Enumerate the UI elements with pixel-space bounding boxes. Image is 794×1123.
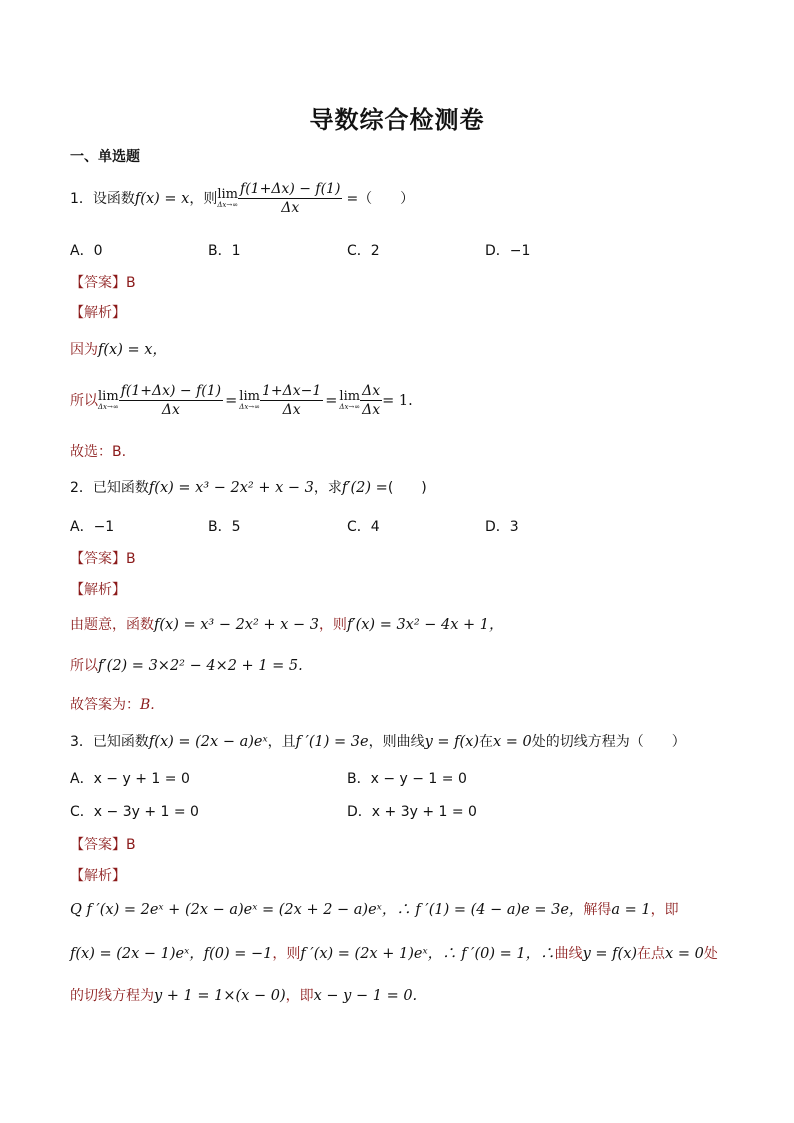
q2-answer: 【答案】B	[70, 551, 136, 567]
q2-sol2-prefix: 所以	[70, 658, 98, 674]
q1-limit	[217, 186, 239, 209]
page-title: 导数综合检测卷	[309, 105, 485, 134]
q1-solution-line-2: 所以 lim Δx→∞ $\frac{f(1+\Delta x) - f(1)}{\Delta x}$ = lim Δx→∞ $\frac{1+\Delta x-1}{\Delta x}$ = lim Δx→∞ $\frac{\Delta x}{\Delta x}$ = 1.	[70, 383, 413, 418]
q1-sol2-num-3: Δx	[362, 383, 381, 399]
q1-option-b: B．1	[208, 243, 241, 259]
q2-option-c: C．4	[347, 519, 380, 535]
q3-sol3-math: y + 1 = 1×(x − 0)	[154, 988, 286, 1004]
q1-sol1-math: f(x) = x，	[98, 342, 167, 358]
q1-conclusion: 故选：B.	[70, 444, 127, 460]
q1-sol2-den-1: Δx	[161, 402, 180, 418]
q3-point: x = 0	[493, 734, 532, 750]
section-heading: 一、单选题	[70, 149, 140, 165]
q1-then: ，则	[189, 190, 218, 207]
q1-sol2-frac-3	[360, 382, 382, 419]
q2-sol2-math: f′(2) = 3×2² − 4×2 + 1 = 5.	[98, 658, 303, 674]
q2-sol1-mid: ，则	[318, 617, 347, 633]
q2-conclusion	[70, 695, 155, 715]
q3-sol2-e: 在点	[637, 946, 666, 962]
q3-mid3: 在	[479, 734, 494, 750]
q3-sol2-d: y = f(x)	[582, 946, 638, 962]
q1-sol2-tail: = 1.	[382, 392, 413, 409]
q1-sol2-prefix: 所以	[70, 392, 98, 409]
q3-solution-line-2	[70, 944, 718, 964]
q2-function: f(x) = x³ − 2x² + x − 3	[148, 480, 314, 496]
question-3	[70, 732, 686, 752]
q1-sol1-prefix: 因为	[70, 342, 98, 358]
q2-option-d: D．3	[485, 519, 519, 535]
q1-sol2-den-3: Δx	[362, 402, 381, 418]
question-1	[70, 180, 414, 217]
q2-tail: ( )	[387, 480, 427, 496]
q1-answer: 【答案】B	[70, 275, 136, 291]
q1-sol2-den-2: Δx	[282, 402, 301, 418]
q1-sol2-lim-sub-3: Δx→∞	[339, 402, 361, 411]
q3-sol3-mid: ，即	[285, 988, 314, 1004]
q3-sol2-c: 曲线	[554, 946, 583, 962]
q3-curve: y = f(x)	[424, 734, 480, 750]
q3-tail: 处的切线方程为（ ）	[531, 734, 686, 750]
q3-sol3-prefix: 的切线方程为	[70, 988, 154, 1004]
q3-sol3-end: x − y − 1 = 0.	[313, 988, 418, 1004]
q1-sol2-frac-1	[119, 382, 223, 419]
q2-sol1-func: f(x) = x³ − 2x² + x − 3	[154, 617, 319, 633]
q3-sol2-mid: ，则	[272, 946, 301, 962]
q2-sol1-deriv: f′(x) = 3x² − 4x + 1，	[346, 617, 504, 633]
q2-solution-line-1	[70, 615, 504, 635]
q1-denominator: Δx	[281, 200, 300, 216]
q1-lim-sub: Δx→∞	[217, 200, 239, 209]
q3-sol2-g: 处	[703, 946, 718, 962]
q1-sol2-num-1: f(1+Δx) − f(1)	[120, 383, 222, 399]
q1-fraction	[238, 180, 342, 217]
q3-option-b: B．x − y − 1 = 0	[347, 771, 467, 787]
q2-analysis-label: 【解析】	[70, 582, 126, 598]
q1-analysis-label: 【解析】	[70, 305, 126, 321]
q1-tail: =（ ）	[346, 190, 415, 207]
q3-sol1-tail: 解得	[583, 902, 612, 918]
q3-solution-line-3	[70, 986, 417, 1006]
q2-sol1-prefix: 由题意，函数	[70, 617, 154, 633]
q3-sol2-b: f ′(x) = (2x + 1)eˣ，∴ f ′(0) = 1，∴	[300, 946, 555, 962]
q2-solution-line-2	[70, 656, 303, 676]
q1-sol2-lim-sub-2: Δx→∞	[239, 402, 260, 411]
q1-solution-line-1	[70, 340, 167, 360]
q1-option-c: C．2	[347, 243, 380, 259]
q1-sol2-lim-2: lim Δx→∞	[239, 388, 260, 411]
q3-sol2-math: f(x) = (2x − 1)eˣ，f(0) = −1	[70, 946, 273, 962]
q1-sol2-num-2: 1+Δx−1	[261, 383, 322, 399]
q2-ask: f′(2) =	[341, 480, 388, 496]
q3-option-c: C．x − 3y + 1 = 0	[70, 804, 199, 820]
question-2	[70, 478, 427, 498]
q1-sol2-frac-2	[260, 382, 323, 419]
q2-option-b: B．5	[208, 519, 241, 535]
q3-sol2-f: x = 0	[665, 946, 704, 962]
q1-option-d: D．−1	[485, 243, 531, 259]
q3-solution-line-1	[70, 900, 679, 920]
q3-sol1-math: Q f ′(x) = 2eˣ + (2x − a)eˣ = (2x + 2 − a)eˣ，∴ f ′(1) = (4 − a)e = 3e，	[70, 902, 584, 918]
q1-sol2-lim-1: lim Δx→∞	[98, 388, 119, 411]
q3-analysis-label: 【解析】	[70, 868, 126, 884]
q3-sol1-end: ，即	[650, 902, 679, 918]
q3-condition: f ′(1) = 3e	[295, 734, 369, 750]
q1-sol2-lim-3: lim Δx→∞	[339, 388, 361, 411]
q3-prefix: 3．已知函数	[70, 734, 149, 750]
q1-function: f(x) = x	[134, 190, 190, 207]
q2-prefix: 2．已知函数	[70, 480, 149, 496]
q3-function: f(x) = (2x − a)eˣ	[148, 734, 268, 750]
q1-prefix: 1．设函数	[70, 190, 135, 207]
q3-answer: 【答案】B	[70, 837, 136, 853]
q1-sol2-lim-sub-1: Δx→∞	[98, 402, 119, 411]
q2-mid: ，求	[313, 480, 342, 496]
q3-sol1-math2: a = 1	[611, 902, 651, 918]
q1-numerator: f(1+Δx) − f(1)	[240, 181, 341, 197]
q3-mid2: ，则曲线	[368, 734, 425, 750]
q2-option-a: A．−1	[70, 519, 115, 535]
q3-mid1: ，且	[267, 734, 296, 750]
q2-conclusion-prefix: 故答案为：	[70, 697, 140, 713]
q1-option-a: A．0	[70, 243, 103, 259]
q2-conclusion-value: B.	[140, 697, 155, 713]
q1-lim-word: lim	[217, 186, 238, 202]
q3-option-a: A．x − y + 1 = 0	[70, 771, 190, 787]
q3-option-d: D．x + 3y + 1 = 0	[347, 804, 477, 820]
